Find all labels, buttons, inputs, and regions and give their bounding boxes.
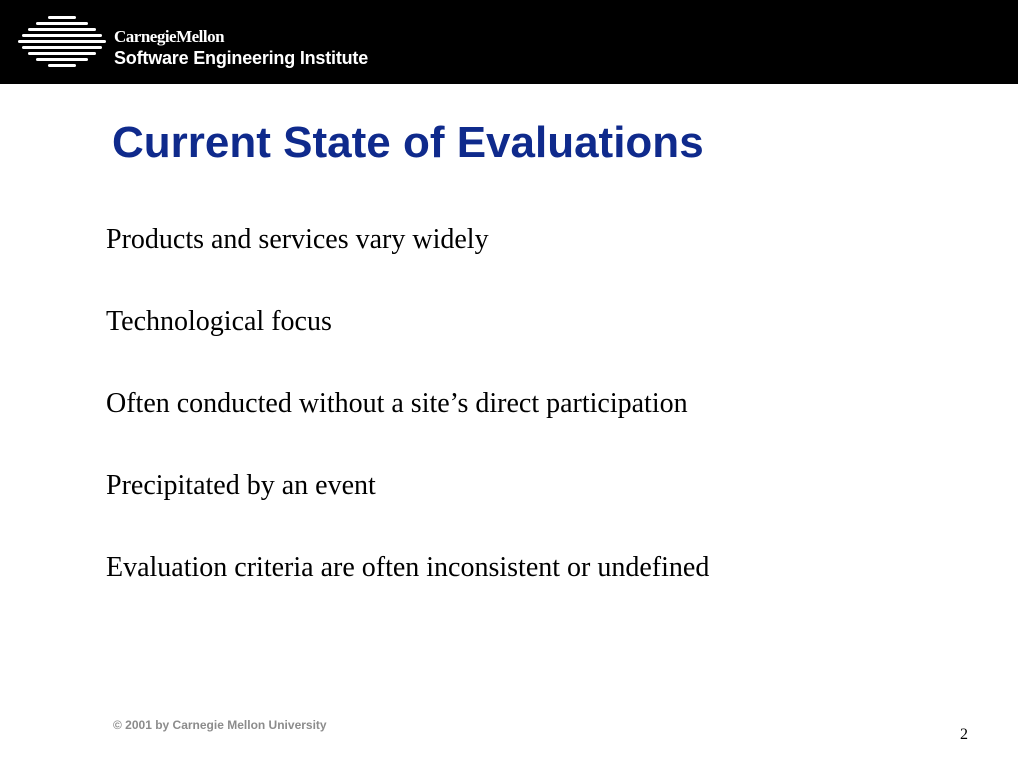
sei-logo-icon [18,14,106,68]
slide-title: Current State of Evaluations [112,118,704,167]
bullet-item: Evaluation criteria are often inconsistent or undefined [106,552,710,583]
bullet-list [106,220,709,630]
institute-name: Software Engineering Institute [114,48,369,68]
org-name: CarnegieMellon [114,27,225,46]
bullet-item: Products and services vary widely [106,224,489,255]
bullet-item: Precipitated by an event [106,470,376,501]
bullet-item: Often conducted without a site’s direct participation [106,388,688,419]
page-number: 2 [960,726,968,743]
copyright-notice: © 2001 by Carnegie Mellon University [113,718,327,732]
header-bar [0,0,1018,84]
header-edge [1018,0,1024,84]
bullet-item: Technological focus [106,306,332,337]
